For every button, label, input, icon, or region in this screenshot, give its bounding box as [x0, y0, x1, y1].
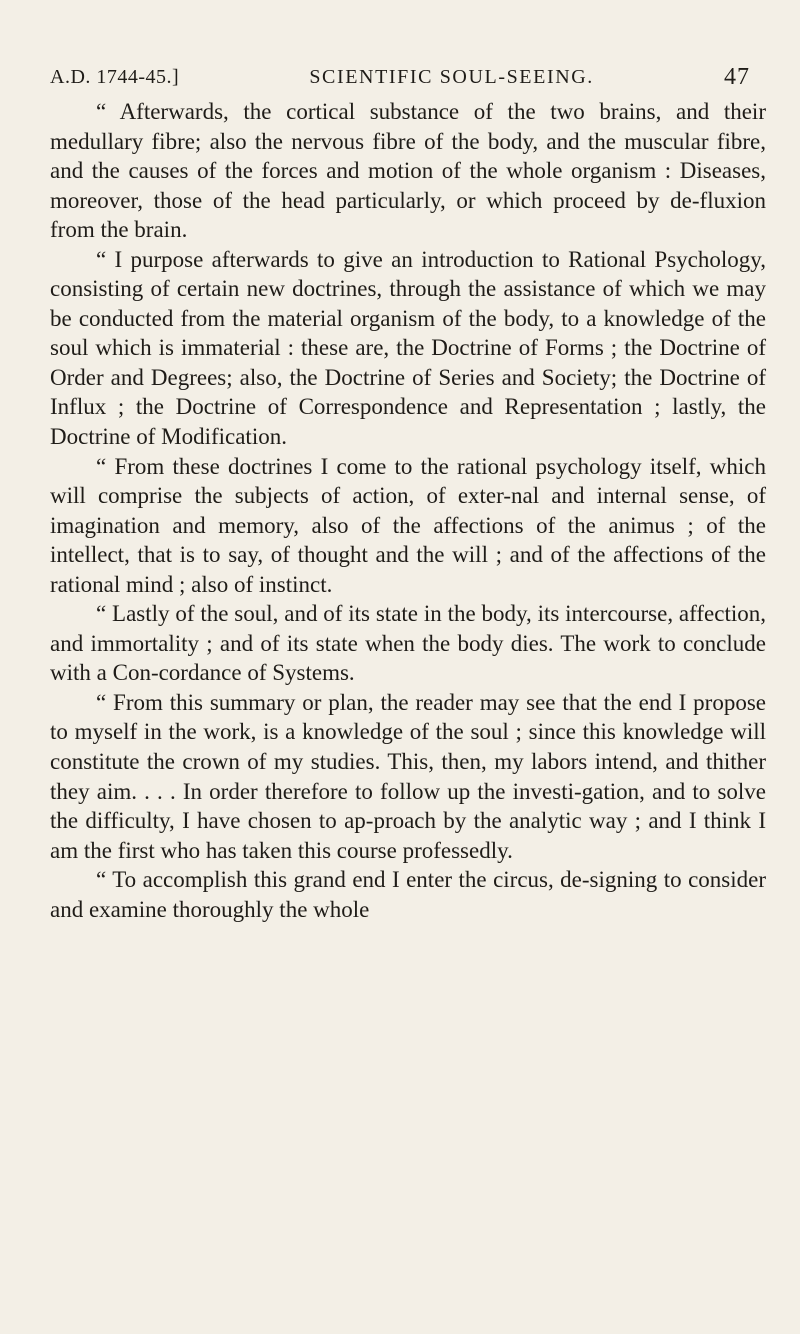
paragraph-3: “ From these doctrines I come to the rational psychology itself, which will comprise the subjects of action, of exter-nal and internal sense, of imagination and memory, also of the affections of the animus ; of the intellect, that is to say, of thought and the will ; and of the affections of the rational mind ; also of instinct.: [50, 453, 766, 597]
running-head: [50, 60, 750, 94]
paragraph-4: “ Lastly of the soul, and of its state in the body, its intercourse, affection, and immortality ; and of its state when the body dies. The work to conclude with a Con-cordance of Systems.: [50, 601, 766, 686]
running-head-title: SCIENTIFIC SOUL-SEEING.: [309, 65, 594, 88]
running-head-date: A.D. 1744-45.]: [50, 65, 180, 88]
paragraph-6: “ To accomplish this grand end I enter the circus, de-signing to consider and examine thoroughly the whole: [50, 867, 766, 922]
paragraph-5: “ From this summary or plan, the reader may see that the end I propose to myself in the work, is a knowledge of the soul ; since this knowledge will constitute the crown of my studies. This, then, my labors intend, and thither they aim. . . . In order therefore to follow up the investi-gation, and to solve the difficulty, I have chosen to ap-proach by the analytic way ; and I think I am the first who has taken this course professedly.: [50, 689, 766, 863]
paragraph-1: “ Afterwards, the cortical substance of the two brains, and their medullary fibre; also the nervous fibre of the body, and the muscular fibre, and the causes of the forces and motion of the whole organism : Diseases, moreover, those of the head particularly, or which proceed by de-fluxion from the brain.: [50, 99, 766, 243]
paragraph-2: “ I purpose afterwards to give an introduction to Rational Psychology, consisting of certain new doctrines, through the assistance of which we may be conducted from the material organism of the body, to a knowledge of the soul which is immaterial : these are, the Doctrine of Forms ; the Doctrine of Order and Degrees; also, the Doctrine of Series and Society; the Doctrine of Influx ; the Doctrine of Correspondence and Representation ; lastly, the Doctrine of Modification.: [50, 246, 766, 450]
body-text: [50, 97, 766, 924]
page-number: 47: [723, 63, 750, 90]
